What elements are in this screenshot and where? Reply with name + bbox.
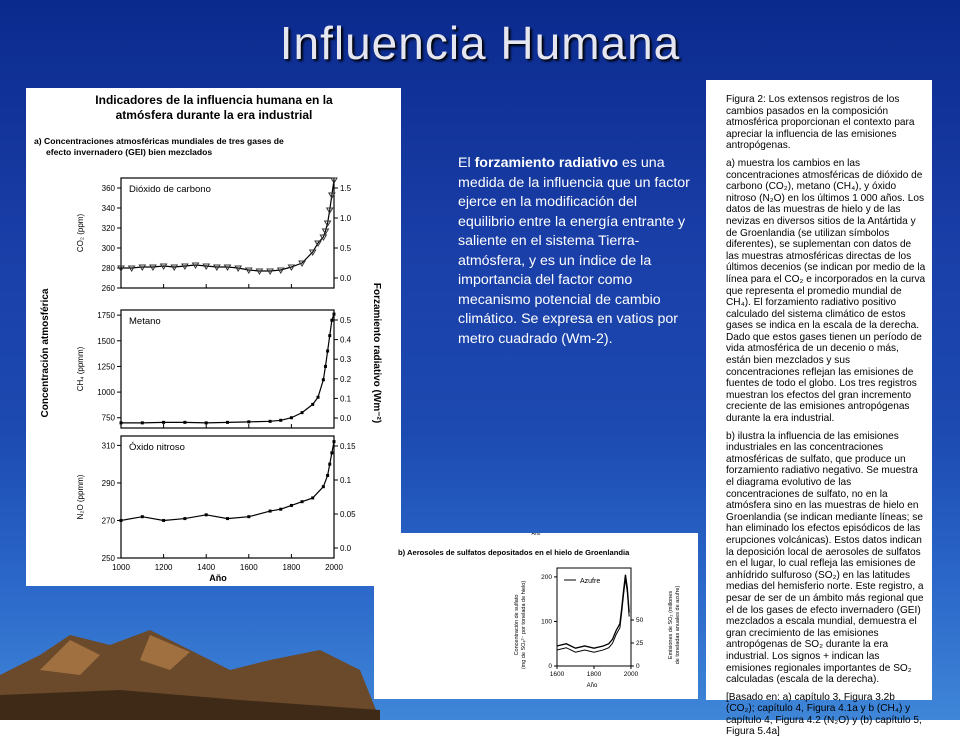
- data-point: [322, 485, 325, 488]
- section-a-1: a) Concentraciones atmosféricas mundiales de tres gases de: [34, 136, 284, 146]
- panel-title: Dióxido de carbono: [129, 184, 211, 195]
- chart-b-svg: [374, 533, 698, 699]
- panel-title: Óxido nitroso: [129, 442, 185, 453]
- figure-title-2: atmósfera durante la era industrial: [115, 108, 313, 122]
- data-point: [330, 451, 333, 454]
- data-point: [141, 421, 144, 424]
- series-line: [121, 442, 334, 521]
- y-tick-label: 1500: [97, 336, 115, 346]
- y2-tick-label: 0.3: [340, 355, 352, 365]
- y2-tick-label: 0.1: [340, 394, 352, 404]
- y-tick-label: 0: [548, 663, 552, 670]
- figure-panel-a: [26, 88, 401, 586]
- data-point: [301, 500, 304, 503]
- x-tick-label: 1600: [549, 671, 565, 678]
- y-tick-label: 320: [101, 224, 115, 233]
- data-point: [269, 510, 272, 513]
- y2-tick-label: 0.4: [340, 335, 352, 345]
- b-legend: Azufre: [580, 578, 601, 585]
- explanation-bold: forzamiento radiativo: [474, 155, 619, 171]
- plot-frame: [121, 310, 334, 428]
- y-tick-label: 270: [101, 516, 115, 526]
- chart-a-svg: [26, 88, 401, 586]
- data-point: [247, 515, 250, 518]
- data-point: [226, 517, 229, 520]
- y2-tick-label: 0.05: [340, 510, 356, 519]
- data-point: [322, 378, 325, 381]
- panel-title: Metano: [129, 316, 161, 327]
- caption-p4: [Basado en: a) capítulo 3, Figura 3.2b (CO₂); capítulo 4, Figura 4.1a y b (CH₄) y capítulo 4, Figura 4.2 (N₂O) y (b) capítulo 5, Figura 5.4a]: [726, 691, 922, 738]
- figure-title-1: Indicadores de la influencia humana en la: [95, 93, 333, 107]
- y-tick-label: 100: [541, 618, 552, 626]
- sulfate-line: [557, 575, 629, 649]
- data-point: [330, 319, 333, 322]
- panel-unit-label: CH₄ (ppmm): [76, 346, 85, 392]
- y2-tick-label: 0.0: [340, 544, 352, 553]
- y2-tick-label: 0.5: [340, 244, 352, 253]
- y2-tick-label: 0.15: [340, 442, 356, 451]
- data-point: [333, 440, 336, 443]
- x-tick-label: 1800: [586, 671, 602, 678]
- b-ylabel-left-2: (mg de SO₄²⁻ por tonelada de hielo): [521, 580, 527, 670]
- y-tick-label: 200: [541, 573, 552, 581]
- b-ylabel-left-1: Concentración de sulfato: [514, 594, 520, 656]
- caption-p1: Figura 2: Los extensos registros de los cambios pasados en la composición atmosférica proporcionan el contexto para apreciar la influencia de las emisiones antropógenas.: [726, 94, 915, 152]
- b-ylabel-right-1: Emisiones de SO₂ (millones: [668, 590, 674, 660]
- data-point: [311, 403, 314, 406]
- caption-p3: b) ilustra la influencia de las emisiones industriales en las concentraciones atmosféricas de sulfato, que produce un forzamiento radiativo negativo. Se muestra el diagrama evolutivo de las concentraciones de sulfato, no en la atmósfera sino en las muestras de hielo en Groenlandia (se indican mediante líneas; se han eliminado los efectos episódicos de las erupciones volcánicas). Estos datos indican la deposición local de aerosoles de sulfatos en el lugar, lo cual refleja las emisiones de anhídrido sulfuroso (SO₂) en las latitudes medias del hemisferio norte. Este registro, a pesar de ser de un ámbito más regional que el de los gases de efecto invernadero (GEI) mezclados a escala mundial, demuestra el gran crecimiento de las emisiones antropógenas de SO₂ durante la era industrial. Los signos + indican las emisiones regionales importantes de SO₂ calculadas (escala de la derecha).: [726, 430, 924, 686]
- data-point: [162, 519, 165, 522]
- data-point: [301, 411, 304, 414]
- series-line: [121, 314, 334, 423]
- section-a-2: efecto invernadero (GEI) bien mezclados: [46, 147, 213, 157]
- x-tick-label: 1200: [154, 563, 173, 572]
- x-tick-label: 1600: [239, 563, 258, 572]
- data-point: [290, 416, 293, 419]
- b-xlabel: Año: [586, 683, 598, 689]
- x-tick-label: 2000: [325, 563, 343, 572]
- x-tick-label: 2000: [623, 671, 639, 678]
- y-tick-label: 300: [101, 244, 115, 253]
- x-tick-label: 1000: [112, 563, 130, 572]
- figure-panel-b: [374, 533, 698, 699]
- x-tick-label: 1400: [197, 563, 216, 572]
- data-point: [141, 515, 144, 518]
- plot-frame: [121, 436, 334, 558]
- x-axis-label: Año: [209, 573, 227, 583]
- data-point: [311, 496, 314, 499]
- data-point: [326, 350, 329, 353]
- explanation-pre: El: [458, 155, 475, 171]
- data-point: [205, 513, 208, 516]
- panel-unit-label: CO₂ (ppm): [76, 213, 85, 253]
- y-tick-label: 360: [101, 184, 115, 193]
- data-point: [183, 421, 186, 424]
- y2-tick-label: 0.0: [340, 414, 352, 423]
- data-point: [326, 474, 329, 477]
- data-point: [328, 334, 331, 337]
- b-top-cut-label: Año: [531, 533, 541, 537]
- slide-title: Influencia Humana: [279, 17, 681, 69]
- sulfate-line-2: [557, 579, 629, 653]
- y-tick-label: 310: [101, 441, 115, 451]
- y-tick-label: 1250: [97, 362, 115, 372]
- data-point: [328, 463, 331, 466]
- y-tick-label: 250: [101, 554, 115, 563]
- data-point: [269, 420, 272, 423]
- data-point: [333, 313, 336, 316]
- y2-tick-label: 0: [636, 663, 640, 670]
- y2-tick-label: 1.5: [340, 184, 352, 193]
- y-axis-right-label: Forzamiento radiativo (Wm⁻²): [371, 282, 382, 424]
- y-tick-label: 750: [101, 413, 115, 423]
- y-tick-label: 1750: [97, 311, 115, 321]
- data-point: [247, 420, 250, 423]
- y-tick-label: 290: [101, 478, 115, 488]
- data-point: [279, 508, 282, 511]
- y-tick-label: 1000: [97, 388, 115, 398]
- radiative-forcing-explanation: [458, 154, 690, 349]
- y2-tick-label: 0.2: [340, 374, 352, 384]
- data-point: [120, 421, 123, 424]
- x-tick-label: 1800: [282, 563, 301, 572]
- explanation-post: es una medida de la influencia que un factor ejerce en la modificación del equilibrio entre la energía entrante y saliente en el sistema Tierra-atmósfera, y es un índice de la importancia del factor como mecanismo potencial de cambio climático. Se expresa en vatios por metro cuadrado (Wm-2).: [458, 155, 690, 347]
- y-tick-label: 280: [101, 264, 115, 273]
- data-point: [279, 419, 282, 422]
- section-b-title: b) Aerosoles de sulfatos depositados en el hielo de Groenlandia: [398, 548, 630, 557]
- figure-caption: [726, 94, 926, 744]
- data-point: [317, 396, 320, 399]
- data-point: [183, 517, 186, 520]
- caption-p2: a) muestra los cambios en las concentraciones atmosféricas de dióxido de carbono (CO₂), metano (CH₄), y óxido nitroso (N₂O) en los últimos 1 000 años. Los datos de las muestras de hielo y de las nevizas en diversos sitios de la Antártida y de Groenlandia (se utilizan símbolos diferentes), se suplementan con datos de las muestras atmosféricas directas de los últimos decenios (se indican por medio de la línea para el CO₂ e incorporados en la curva que representa el promedio mundial de CH₄). El forzamiento radiativo positivo calculado del sistema climático de estos gases se indica en la escala de la derecha. Dado que estos gases tienen un período de vida atmosférica de un decenio o más, están bien mezclados y sus concentraciones reflejan las emisiones de fuentes de todo el globo. Los tres registros muestran los efectos del gran incremento creciente de las emisiones antropógenas durante la era industrial.: [726, 157, 926, 425]
- y2-tick-label: 25: [636, 640, 644, 647]
- y2-tick-label: 0.1: [340, 476, 352, 485]
- data-point: [205, 421, 208, 424]
- b-ylabel-right-2: de toneladas anuales de azufre): [675, 585, 681, 665]
- panel-unit-label: N₂O (ppmm): [76, 474, 85, 520]
- data-point: [120, 519, 123, 522]
- y2-tick-label: 0.5: [340, 316, 352, 325]
- y-tick-label: 340: [101, 204, 115, 213]
- y2-tick-label: 0.0: [340, 274, 352, 283]
- data-point: [290, 504, 293, 507]
- y2-tick-label: 50: [636, 617, 644, 624]
- data-point: [162, 421, 165, 424]
- data-point: [226, 421, 229, 424]
- y-tick-label: 260: [101, 284, 115, 293]
- y2-tick-label: 1.0: [340, 214, 352, 223]
- data-point: [324, 365, 327, 368]
- y-axis-left-label: Concentración atmosférica: [40, 288, 51, 418]
